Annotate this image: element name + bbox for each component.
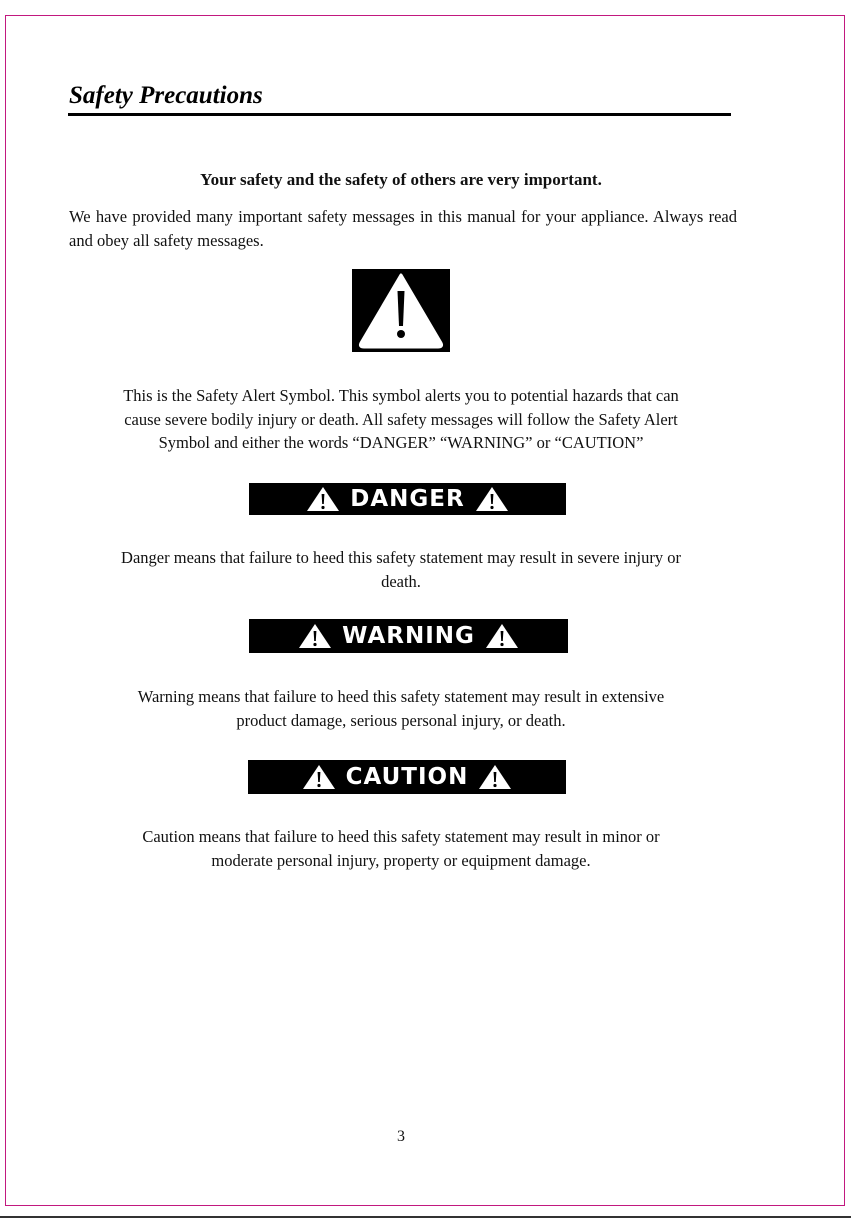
- description-line: Caution means that failure to heed this safety statement may result in minor or: [142, 827, 660, 846]
- caution-banner: [248, 760, 566, 794]
- intro-paragraph: We have provided many important safety messages in this manual for your appliance. Always read and obey all safety messages.: [69, 207, 737, 250]
- description-line: Warning means that failure to heed this safety statement may result in extensive: [137, 687, 665, 706]
- caution-label: CAUTION: [345, 764, 469, 790]
- caution-description: [70, 825, 732, 872]
- description-line: product damage, serious personal injury, or death.: [236, 710, 566, 730]
- warning-triangle-icon: [478, 764, 512, 790]
- page-number: 3: [397, 1128, 405, 1145]
- safety-subheading: Your safety and the safety of others are very important.: [200, 170, 602, 189]
- warning-triangle-icon: [475, 486, 509, 512]
- page-title: Safety Precautions: [69, 82, 263, 109]
- bottom-rule: [0, 1216, 851, 1218]
- warning-triangle-icon: [485, 623, 519, 649]
- danger-banner: [249, 483, 566, 515]
- warning-triangle-icon: [306, 486, 340, 512]
- description-line: Danger means that failure to heed this safety statement may result in severe injury or: [121, 548, 681, 567]
- danger-description: [70, 546, 732, 593]
- description-line: This is the Safety Alert Symbol. This symbol alerts you to potential hazards that can: [123, 386, 679, 405]
- alert-symbol-description: [70, 384, 732, 455]
- page-frame: [5, 15, 845, 1206]
- warning-banner: [249, 619, 568, 653]
- warning-description: [70, 685, 732, 732]
- description-line: moderate personal injury, property or equipment damage.: [211, 850, 591, 870]
- safety-alert-symbol: [352, 269, 450, 352]
- description-line: death.: [381, 571, 421, 591]
- warning-triangle-icon: [352, 269, 450, 352]
- warning-label: WARNING: [342, 623, 475, 649]
- title-underline: [68, 113, 731, 116]
- description-line: Symbol and either the words “DANGER” “WARNING” or “CAUTION”: [158, 433, 644, 452]
- warning-triangle-icon: [298, 623, 332, 649]
- warning-triangle-icon: [302, 764, 336, 790]
- danger-label: DANGER: [350, 486, 465, 512]
- description-line: cause severe bodily injury or death. All safety messages will follow the Safety Alert: [124, 409, 678, 429]
